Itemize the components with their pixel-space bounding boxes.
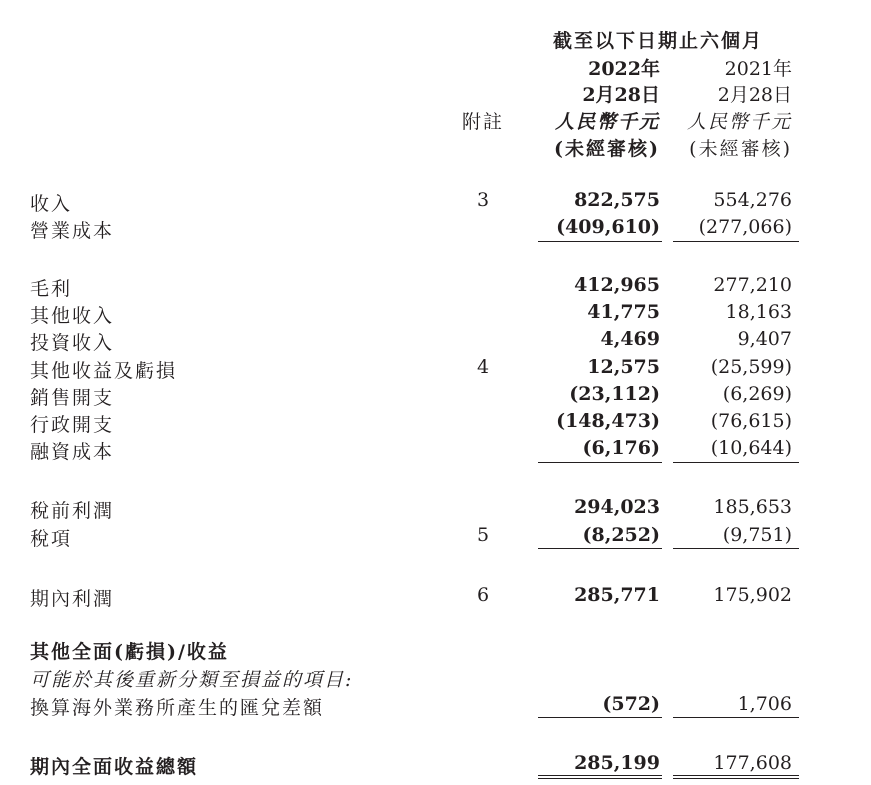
subtotal-rule-2022 <box>538 241 662 242</box>
row-value-2021-finance-costs: (10,644) <box>710 437 792 459</box>
row-label-other-income: 其他收入 <box>30 305 115 327</box>
row-label-finance-costs: 融資成本 <box>30 441 115 463</box>
row-note-profit-for-period: 6 <box>476 584 490 606</box>
row-label-revenue: 收入 <box>30 193 73 215</box>
row-value-2022-selling-expenses: (23,112) <box>569 383 660 405</box>
total-double-rule-2022-top <box>538 775 662 776</box>
total-label: 期內全面收益總額 <box>30 756 199 778</box>
subtotal-rule-2022 <box>538 462 662 463</box>
subtotal-rule-2022 <box>538 548 662 549</box>
total-double-rule-2021-bottom <box>673 778 799 779</box>
year-2021-header: 2021年 <box>724 58 792 80</box>
row-value-2021-selling-expenses: (6,269) <box>722 383 792 405</box>
subtotal-rule-2021 <box>673 241 799 242</box>
row-value-2021-other-income: 18,163 <box>725 301 792 323</box>
row-value-2021-investment-income: 9,407 <box>737 328 792 350</box>
year-2022-header: 2022年 <box>588 58 660 80</box>
row-label-tax: 稅項 <box>30 528 73 550</box>
row-value-2022-profit-for-period: 285,771 <box>574 584 660 606</box>
row-value-2022-exchange-differences: (572) <box>602 693 660 715</box>
row-value-2021-tax: (9,751) <box>722 524 792 546</box>
row-value-2022-cost-of-sales: (409,610) <box>556 216 660 238</box>
date-2022-header: 2月28日 <box>582 84 660 106</box>
row-note-revenue: 3 <box>476 189 490 211</box>
row-value-2021-admin-expenses: (76,615) <box>710 410 792 432</box>
row-label-admin-expenses: 行政開支 <box>30 414 115 436</box>
subtotal-rule-2021 <box>673 462 799 463</box>
note-header: 附註 <box>462 111 505 133</box>
audit-2021-header: (未經審核) <box>689 138 792 160</box>
row-label-gross-profit: 毛利 <box>30 278 73 300</box>
subtotal-rule-2021 <box>673 717 799 718</box>
row-value-2022-investment-income: 4,469 <box>600 328 660 350</box>
row-value-2022-profit-before-tax: 294,023 <box>574 496 660 518</box>
row-value-2022-tax: (8,252) <box>582 524 660 546</box>
oci-heading: 其他全面(虧損)/收益 <box>30 641 229 663</box>
row-value-2022-other-gains-losses: 12,575 <box>587 356 660 378</box>
row-value-2021-profit-for-period: 175,902 <box>713 584 792 606</box>
row-note-other-gains-losses: 4 <box>476 356 490 378</box>
row-value-2022-admin-expenses: (148,473) <box>556 410 660 432</box>
row-note-tax: 5 <box>476 524 490 546</box>
row-value-2022-revenue: 822,575 <box>574 189 660 211</box>
total-value-2021: 177,608 <box>713 752 792 774</box>
row-label-exchange-differences: 換算海外業務所產生的匯兌差額 <box>30 697 325 719</box>
row-label-profit-for-period: 期內利潤 <box>30 588 115 610</box>
row-label-other-gains-losses: 其他收益及虧損 <box>30 360 178 382</box>
subtotal-rule-2021 <box>673 548 799 549</box>
total-double-rule-2021-top <box>673 775 799 776</box>
subtotal-rule-2022 <box>538 717 662 718</box>
row-value-2022-gross-profit: 412,965 <box>574 274 660 296</box>
total-value-2022: 285,199 <box>574 752 660 774</box>
date-2021-header: 2月28日 <box>717 84 792 106</box>
total-double-rule-2022-bottom <box>538 778 662 779</box>
row-value-2021-revenue: 554,276 <box>713 189 792 211</box>
row-value-2022-other-income: 41,775 <box>587 301 660 323</box>
unit-2022-header: 人民幣千元 <box>554 111 660 133</box>
row-value-2021-cost-of-sales: (277,066) <box>698 216 792 238</box>
oci-subheading: 可能於其後重新分類至損益的項目: <box>30 669 354 691</box>
row-label-cost-of-sales: 營業成本 <box>30 220 115 242</box>
unit-2021-header: 人民幣千元 <box>686 111 792 133</box>
row-label-profit-before-tax: 稅前利潤 <box>30 500 115 522</box>
row-label-selling-expenses: 銷售開支 <box>30 387 115 409</box>
audit-2022-header: (未經審核) <box>554 138 660 160</box>
row-value-2021-other-gains-losses: (25,599) <box>710 356 792 378</box>
period-header: 截至以下日期止六個月 <box>553 30 764 52</box>
row-value-2021-gross-profit: 277,210 <box>713 274 792 296</box>
row-value-2021-exchange-differences: 1,706 <box>737 693 792 715</box>
row-label-investment-income: 投資收入 <box>30 332 115 354</box>
row-value-2021-profit-before-tax: 185,653 <box>713 496 792 518</box>
row-value-2022-finance-costs: (6,176) <box>582 437 660 459</box>
